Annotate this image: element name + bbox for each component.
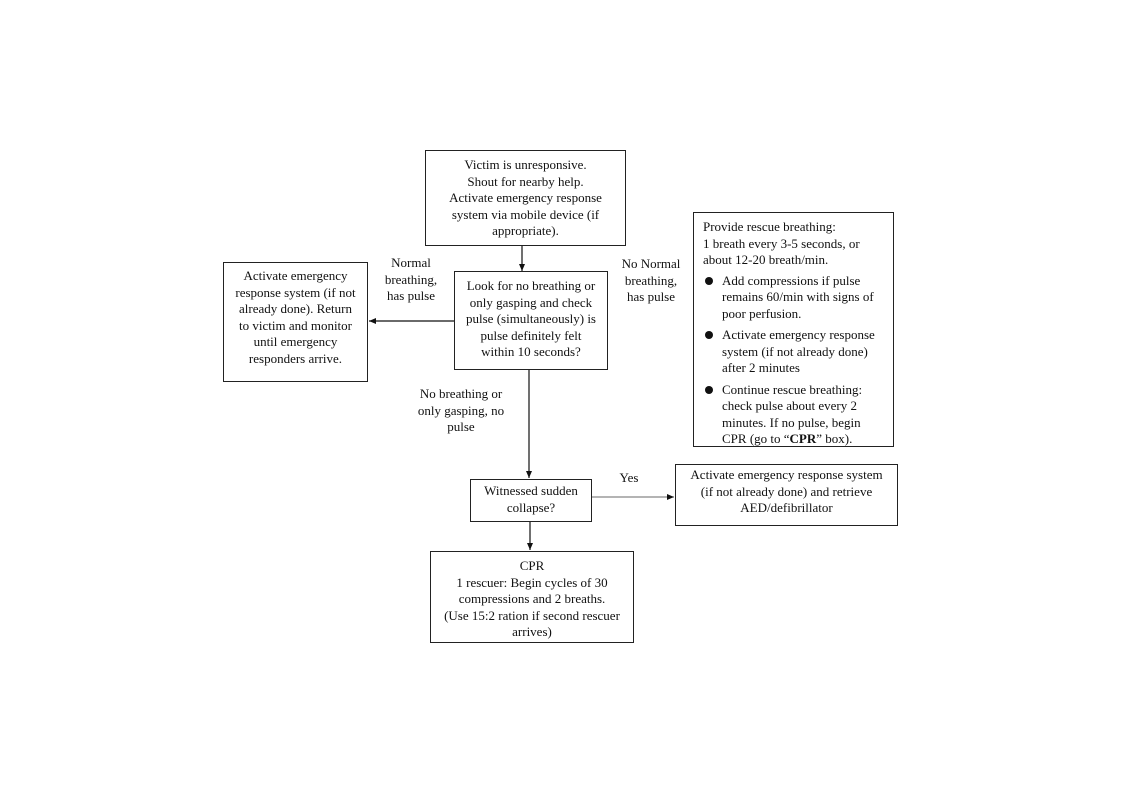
label-line: Normal xyxy=(391,255,431,270)
check-line: pulse definitely felt xyxy=(480,327,582,343)
aed-line: AED/defibrillator xyxy=(740,500,833,515)
aed-line: Activate emergency response system xyxy=(690,467,883,482)
label-normal-breathing xyxy=(372,255,450,305)
aed-line: (if not already done) and retrieve xyxy=(700,483,873,499)
start-line: appropriate). xyxy=(492,223,559,238)
start-line: Victim is unresponsive. xyxy=(464,157,587,172)
label-no-normal-breathing xyxy=(612,256,690,306)
label-line: breathing, xyxy=(384,271,438,287)
bullet-line: Add compressions if pulse xyxy=(722,272,861,288)
label-line: pulse xyxy=(447,419,475,434)
bullet-line: after 2 minutes xyxy=(722,360,800,375)
bullet-line: poor perfusion. xyxy=(722,305,802,321)
check-line: Look for no breathing or xyxy=(466,278,596,293)
cpr-line: CPR xyxy=(519,558,545,573)
collapse-line: collapse? xyxy=(506,499,556,515)
start-line: Shout for nearby help. xyxy=(467,173,584,189)
label-line: No Normal xyxy=(621,256,681,271)
label-line: No breathing or xyxy=(419,386,503,401)
check-line: pulse (simultaneously) is xyxy=(466,311,596,326)
monitor-box xyxy=(223,262,368,382)
check-line: only gasping and check xyxy=(469,294,593,310)
start-line: system via mobile device (if xyxy=(451,206,600,222)
bullet-line: Continue rescue breathing: xyxy=(722,381,863,397)
cpr-ref-prefix: CPR (go to “ xyxy=(722,431,790,446)
cpr-line: arrives) xyxy=(512,624,552,639)
bullet-dot-icon xyxy=(705,386,713,394)
bullet-dot-icon xyxy=(705,331,713,339)
monitor-line: to victim and monitor xyxy=(238,317,352,333)
label-line: only gasping, no xyxy=(417,402,505,418)
label-line: has pulse xyxy=(386,288,436,303)
bullet-line: check pulse about every 2 xyxy=(722,398,858,413)
monitor-line: until emergency xyxy=(253,334,338,349)
label-line: breathing, xyxy=(624,272,678,288)
cpr-box xyxy=(430,551,634,643)
bullet-line: Activate emergency response xyxy=(722,327,875,342)
rescue-bullet xyxy=(703,273,885,323)
monitor-line: Activate emergency xyxy=(243,268,348,283)
monitor-line: already done). Return xyxy=(239,301,352,316)
cpr-line: 1 rescuer: Begin cycles of 30 xyxy=(456,574,608,590)
rescue-intro xyxy=(703,219,885,269)
check-breathing-pulse-box xyxy=(454,271,608,370)
check-line: within 10 seconds? xyxy=(481,344,581,359)
bullet-line: minutes. If no pulse, begin xyxy=(722,414,861,430)
rescue-intro-line: about 12-20 breath/min. xyxy=(703,252,829,267)
label-no-breathing xyxy=(405,386,517,436)
cpr-line: compressions and 2 breaths. xyxy=(458,591,606,606)
cpr-ref-bold: CPR xyxy=(789,431,817,446)
bullet-line-cpr-ref xyxy=(722,431,885,448)
label-yes xyxy=(609,470,649,487)
cpr-ref-suffix: ” box). xyxy=(816,431,853,446)
aed-box xyxy=(675,464,898,526)
bullet-line: system (if not already done) xyxy=(722,343,868,359)
witnessed-collapse-box xyxy=(470,479,592,522)
label-line: Yes xyxy=(619,470,639,485)
bullet-dot-icon xyxy=(705,277,713,285)
monitor-line: response system (if not xyxy=(235,284,356,300)
rescue-bullet-list xyxy=(703,273,885,448)
cpr-line: (Use 15:2 ration if second rescuer xyxy=(444,607,620,623)
start-line: Activate emergency response xyxy=(449,190,602,205)
rescue-bullet xyxy=(703,327,885,377)
collapse-line: Witnessed sudden xyxy=(484,483,578,498)
label-line: has pulse xyxy=(626,289,676,304)
start-box xyxy=(425,150,626,246)
rescue-breathing-box xyxy=(693,212,894,447)
rescue-intro-line: Provide rescue breathing: xyxy=(703,219,836,234)
bullet-line: remains 60/min with signs of xyxy=(722,289,874,304)
rescue-bullet xyxy=(703,382,885,448)
rescue-intro-line: 1 breath every 3-5 seconds, or xyxy=(703,235,860,251)
monitor-line: responders arrive. xyxy=(248,350,343,366)
